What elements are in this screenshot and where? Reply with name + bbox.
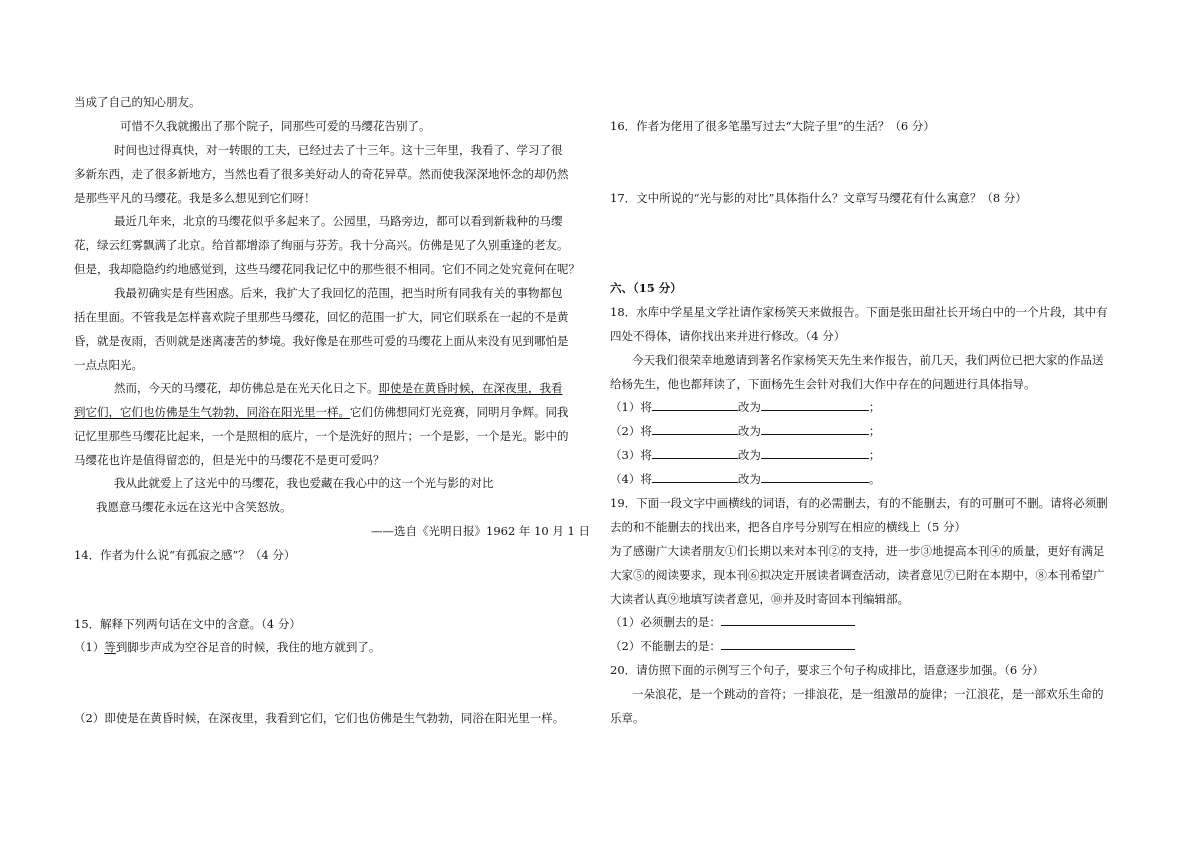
q19-text: 为了感谢广大读者朋友①们长期以来对本刊②的支持，进一步③地提高本刊④的质量，更好有满足 — [610, 544, 1105, 558]
q18-answer-row — [610, 423, 880, 439]
answer-punct: ； — [868, 424, 881, 438]
passage-line: 是那些平凡的马缨花。我是多么想见到它们呀！ — [74, 191, 316, 205]
item-text: 到脚步声成为空谷足音的时候，我住的地方就到了。 — [115, 640, 381, 654]
answer-label: （1）将 — [610, 400, 652, 414]
passage-line: 当成了自己的知心朋友。 — [74, 95, 201, 109]
passage-text: 它们仿佛想同灯光竞赛，同明月争辉。同我 — [350, 405, 569, 419]
answer-blank[interactable] — [652, 423, 738, 435]
answer-label: （2）不能删去的是： — [610, 639, 721, 653]
answer-blank[interactable] — [721, 638, 855, 650]
question-18: 四处不得体，请你找出来并进行修改。（4 分） — [610, 329, 846, 343]
answer-punct: 。 — [868, 472, 881, 486]
question-18: 18．水库中学星星文学社请作家杨笑天来做报告。下面是张田甜社长开场白中的一个片段，其中有 — [610, 305, 1108, 319]
source-citation: ——选自《光明日报》1962 年 10 月 1 日 — [371, 524, 590, 538]
answer-blank[interactable] — [761, 423, 869, 435]
passage-line: 括在里面。不管我是怎样喜欢院子里那些马缨花，回忆的范围一扩大，同它们联系在一起的不是黄 — [74, 310, 569, 324]
answer-label: （1）必须删去的是： — [610, 615, 721, 629]
q19-text: 大读者认真⑨地填写读者意见，⑩并及时寄回本刊编辑部。 — [610, 592, 909, 606]
answer-blank[interactable] — [652, 447, 738, 459]
question-14: 14．作者为什么说“有孤寂之感”？（4 分） — [74, 548, 296, 562]
answer-punct: ； — [868, 400, 881, 414]
q18-answer-row — [610, 471, 880, 487]
question-19: 去的和不能删去的找出来，把各自序号分别写在相应的横线上（5 分） — [610, 520, 966, 534]
answer-blank[interactable] — [761, 447, 869, 459]
question-15-item-2: （2）即使是在黄昏时候，在深夜里，我看到它们，它们也仿佛是生气勃勃，同浴在阳光里一样。 — [74, 711, 565, 725]
passage-line: 我从此就爱上了这光中的马缨花，我也爱藏在我心中的这一个光与影的对比 — [114, 476, 494, 490]
passage-line: 我愿意马缨花永远在这光中含笑怒放。 — [96, 500, 292, 514]
question-15-item-1 — [74, 639, 380, 655]
passage-line: 但是，我却隐隐约约地感觉到，这些马缨花同我记忆中的那些很不相同。它们不同之处究竟何在呢？ — [74, 262, 580, 276]
passage-line: 记忆里那些马缨花比起来，一个是照相的底片，一个是洗好的照片；一个是影，一个是光。影中的 — [74, 429, 569, 443]
passage-line: 马缨花也许是值得留恋的，但是光中的马缨花不是更可爱吗？ — [74, 453, 385, 467]
q18-answer-row — [610, 447, 880, 463]
q19-answer-row — [610, 614, 855, 630]
question-20: 20．请仿照下面的示例写三个句子，要求三个句子构成排比，语意逐步加强。（6 分） — [610, 663, 1044, 677]
q18-passage: 给杨先生，他也都拜读了，下面杨先生会针对我们大作中存在的问题进行具体指导。 — [610, 377, 1036, 391]
passage-text: 然而，今天的马缨花，却仿佛总是在光天化日之下。 — [114, 381, 379, 395]
passage-line: 时间也过得真快，对一转眼的工夫，已经过去了十三年。这十三年里，我看了、学习了很 — [114, 143, 563, 157]
section-heading: 六、（15 分） — [610, 281, 682, 295]
passage-line: 我最初确实是有些困惑。后来，我扩大了我回忆的范围，把当时所有同我有关的事物都包 — [114, 286, 563, 300]
q19-answer-row — [610, 638, 855, 654]
q20-example: 一朵浪花，是一个跳动的音符；一排浪花，是一组激昂的旋律；一江浪花，是一部欢乐生命的 — [632, 687, 1104, 701]
answer-blank[interactable] — [652, 471, 738, 483]
answer-blank[interactable] — [721, 614, 855, 626]
underlined-sentence: 到它们，它们也仿佛是生气勃勃，同浴在阳光里一样。 — [74, 405, 350, 419]
passage-line: 多新东西，走了很多新地方，当然也看了很多美好动人的奇花异草。然而使我深深地怀念的却仍然 — [74, 167, 569, 181]
item-number: （1） — [74, 640, 105, 654]
answer-label: （2）将 — [610, 424, 652, 438]
answer-label: 改为 — [737, 424, 761, 438]
question-19: 19．下面一段文字中画横线的词语，有的必需删去，有的不能删去，有的可删可不删。请将必须删 — [610, 496, 1108, 510]
passage-line — [114, 380, 563, 396]
question-17: 17．文中所说的“光与影的对比”具体指什么？文章写马缨花有什么寓意？（8 分） — [610, 191, 1027, 205]
passage-line: 昏，就是夜雨，否则就是迷离凄苦的梦境。我好像是在那些可爱的马缨花上面从来没有见到哪怕是 — [74, 334, 569, 348]
q19-text: 大家⑤的阅读要求，现本刊⑥拟决定开展读者调查活动，读者意见⑦已附在本期中，⑧本刊希望广 — [610, 568, 1105, 582]
answer-blank[interactable] — [652, 399, 738, 411]
answer-label: 改为 — [737, 448, 761, 462]
answer-label: 改为 — [737, 472, 761, 486]
passage-line: 可惜不久我就搬出了那个院子，同那些可爱的马缨花告别了。 — [120, 119, 431, 133]
answer-punct: ； — [868, 448, 881, 462]
answer-blank[interactable] — [761, 471, 869, 483]
passage-line — [74, 404, 569, 420]
question-15: 15．解释下列两句话在文中的含意。（4 分） — [74, 617, 301, 631]
underlined-sentence: 即使是在黄昏时候，在深夜里，我看 — [378, 381, 563, 395]
passage-line: 最近几年来，北京的马缨花似乎多起来了。公园里，马路旁边，都可以看到新栽种的马缨 — [114, 214, 563, 228]
passage-line: 一点点阳光。 — [74, 358, 143, 372]
question-16: 16．作者为佬用了很多笔墨写过去“大院子里”的生活？（6 分） — [610, 119, 935, 133]
answer-label: （3）将 — [610, 448, 652, 462]
answer-label: （4）将 — [610, 472, 652, 486]
q18-answer-row — [610, 399, 880, 415]
q20-example: 乐章。 — [610, 711, 645, 725]
passage-line: 花，绿云红雾飘满了北京。给首都增添了绚丽与芬芳。我十分高兴。仿佛是见了久别重逢的老友。 — [74, 238, 569, 252]
answer-label: 改为 — [737, 400, 761, 414]
underlined-word: 等 — [104, 640, 116, 654]
q18-passage: 今天我们很荣幸地邀请到著名作家杨笑天先生来作报告，前几天，我们两位已把大家的作品送 — [632, 353, 1104, 367]
answer-blank[interactable] — [761, 399, 869, 411]
